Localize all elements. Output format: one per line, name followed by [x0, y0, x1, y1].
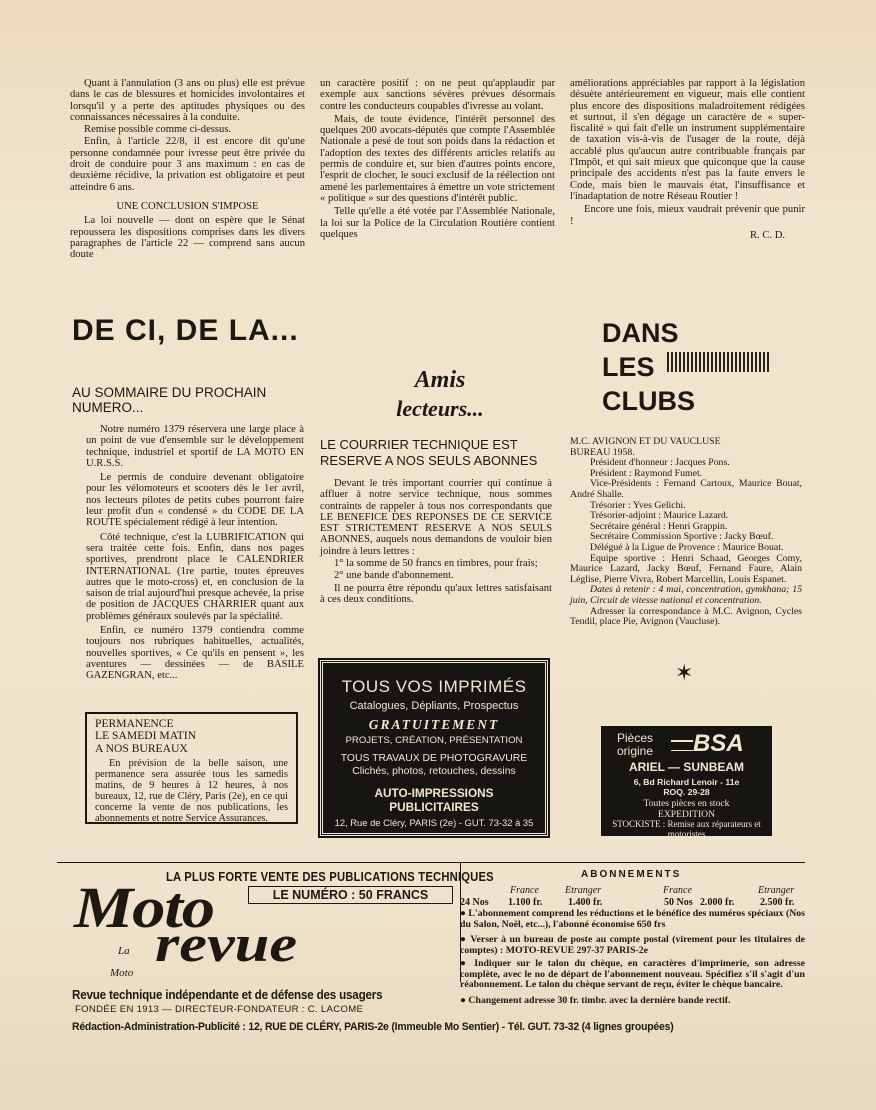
abonnements-notes [460, 909, 805, 1006]
article-column-1 [70, 78, 305, 260]
abo-col-header: France [663, 885, 692, 896]
clubs-title-word: LES [602, 352, 655, 382]
masthead-tagline: LA PLUS FORTE VENTE DES PUBLICATIONS TECHNIQUES [166, 870, 494, 884]
club-line: Trésorier : Yves Gelichi. [590, 499, 686, 511]
masthead-founded: FONDÉE EN 1913 — DIRECTEUR-FONDATEUR : C. LACOME [75, 1004, 364, 1015]
abo-note: ● L'abonnement comprend les réductions et le bénéfice des numéros spéciaux (Nos du Salon, Noël, etc...), l'abonné économise 650 frs [460, 908, 805, 930]
ad-imprimes [320, 660, 548, 836]
ad-bsa [601, 726, 772, 839]
abo-value: 1.100 fr. [508, 897, 543, 908]
article-paragraph: améliorations appréciables par rapport à la législation désuète antérieurement en vigueur, mais elle contient plus encore des dispositions maladroitement rédigées et surtout, il s'en dégage un caractère de « super-fiscalité » qui fait d'elle un instrument supplémentaire de taxation vis-à-vis de l'usager de la route, déjà accablé plus qu'aucun autre contribuable français par l'Impôt, et qui sait mieux que quiconque que la cause principale des accidents n'est pas la faute envers le Code, mais bien le mauvais état, l'insuffisance et l'inadaptation de notre Réseau Routier ! [570, 78, 805, 202]
logo-revue: revue [155, 916, 298, 973]
amis-heading: LE COURRIER TECHNIQUE EST RESERVE A NOS SEULS ABONNES [320, 437, 538, 468]
article-column-3 [570, 78, 805, 241]
ad-imprimes-line: PROJETS, CRÉATION, PRÉSENTATION [345, 735, 523, 746]
article-signature: R. C. D. [749, 229, 785, 241]
masthead-footer: Rédaction-Administration-Publicité : 12, RUE DE CLÉRY, PARIS-2e (Immeuble Mo Sentier) - Tél. GUT. 73-32 (4 lignes groupées) [72, 1021, 674, 1033]
clubs-title-hatch-decoration [667, 352, 771, 372]
ad-imprimes-line: TOUS TRAVAUX DE PHOTOGRAVURE [340, 753, 528, 764]
abonnements-title: ABONNEMENTS [581, 869, 682, 880]
logo-moto: Moto [74, 875, 214, 940]
amis-title-line: Amis [414, 367, 466, 393]
ad-imprimes-line: 12, Rue de Cléry, PARIS (2e) - GUT. 73-32 à 35 [334, 817, 534, 828]
ad-imprimes-line: GRATUITEMENT [368, 717, 500, 732]
club-line: Délégué à la Ligue de Provence : Maurice Bouat. [590, 541, 784, 553]
abo-value: 1.400 fr. [568, 897, 603, 908]
abo-value: 2.000 fr. [700, 897, 735, 908]
club-line: Président : Raymond Fumet. [590, 467, 703, 479]
sommaire-paragraph: Le permis de conduire devenant obligatoire pour les vélomoteurs et scooters dès le 1er avril, nos lecteurs pilotes de petits cubes pourront faire leur profit d'un « condensé » du CODE DE LA ROUTE spécialement rédigé à leur intention. [86, 472, 304, 529]
club-line: Equipe sportive : Henri Schaad, Georges Comy, Maurice Lazard, Jacky Bœuf, Fernand Faure, Alain Léglise, Pierre Vivra, Robert Marcellin, Louis Espanet. [570, 552, 802, 585]
abo-value: 24 Nos [460, 897, 489, 908]
abo-value: 2.500 fr. [760, 897, 795, 908]
section-title-deci: DE CI, DE LA... [72, 314, 299, 347]
club-dates: Dates à retenir : 4 mai, concentration, gymkhana; 15 juin, Circuit de vitesse national et concentration. [570, 584, 802, 606]
star-ornament-icon: ✶ [675, 660, 694, 685]
article-paragraph: La loi nouvelle — dont on espère que le Sénat repoussera les dispositions comprises dans les divers paragraphes de l'article 22 — comprend sans aucun doute [70, 215, 305, 261]
ad-bsa-phone: ROQ. 29-28 [663, 787, 710, 797]
ad-imprimes-line: AUTO-IMPRESSIONS PUBLICITAIRES [374, 786, 494, 814]
article-paragraph: un caractère positif : on ne peut qu'applaudir par exemple aux sanctions sévères prévues désormais contre les conducteurs coupables d'ivresse au volant. [320, 78, 555, 112]
sommaire-paragraph: Notre numéro 1379 réservera une large place à un point de vue d'ensemble sur le développement technique, industriel et sportif de LA MOTO EN U.R.S.S. [86, 424, 304, 469]
ad-bsa-expedition: EXPEDITION [657, 809, 716, 820]
article-subheading: UNE CONCLUSION S'IMPOSE [116, 200, 259, 212]
amis-paragraph: Devant le très important courrier qui continue à affluer à notre service technique, nous sommes contraints de rappeler à tous nos correspondants que LE BENEFICE DES REPONSES DE CE SERVICE EST STRICTEMENT RESERVE A NOS SEULS ABONNES, auquels nous demandons de vouloir bien joindre à leurs lettres : [320, 478, 552, 557]
club-bureau: BUREAU 1958. [570, 446, 635, 458]
article-paragraph: Enfin, à l'article 22/8, il est encore dit qu'une personne condamnée pour ivresse peut être privée du droit de conduire pour 3 ans maximum : en cas de deuxième récidive, la privation est obligatoire et peut atteindre 6 ans. [70, 136, 305, 193]
clubs-title-word: DANS [602, 318, 679, 348]
abo-col-header: Etranger [565, 885, 602, 896]
article-paragraph: Remise possible comme ci-dessus. [84, 124, 232, 136]
clubs-title-word: CLUBS [602, 386, 695, 416]
ad-imprimes-line: Clichés, photos, retouches, dessins [352, 766, 516, 777]
ad-bsa-pieces: Pièces [617, 731, 654, 745]
club-contact: Adresser la correspondance à M.C. Avignon, Cycles Tendil, place Pie, Avignon (Vaucluse). [570, 605, 802, 628]
club-line: Président d'honneur : Jacques Pons. [590, 457, 730, 469]
article-paragraph: Quant à l'annulation (3 ans ou plus) elle est prévue dans le cas de blessures et homicides involontaires et lorsqu'il y a perte des aptitudes physiques ou des connaissances nécessaires à la conduite. [70, 78, 305, 123]
abo-note: ● Verser à un bureau de poste au compte postal (virement pour les titulaires de comptes) : MOTO-REVUE 297-37 PARIS-2e [460, 934, 805, 956]
sommaire-column [72, 385, 310, 682]
section-divider [57, 862, 805, 863]
logo-moto-small: Moto [110, 967, 134, 979]
sommaire-heading: AU SOMMAIRE DU PROCHAIN NUMERO... [72, 385, 267, 415]
ad-bsa-brands: ARIEL — SUNBEAM [628, 760, 745, 774]
amis-column [320, 437, 552, 605]
club-line: Trésorier-adjoint : Maurice Lazard. [590, 510, 729, 522]
club-name: M.C. AVIGNON ET DU VAUCLUSE [570, 436, 721, 447]
permanence-box [85, 712, 298, 824]
amis-item: 2° une bande d'abonnement. [334, 570, 454, 582]
abo-value: 50 Nos [664, 897, 693, 908]
bsa-wings-icon [671, 740, 693, 751]
ad-bsa-stock: Toutes pièces en stock [643, 798, 730, 809]
ad-imprimes-line: Catalogues, Dépliants, Prospectus [349, 700, 519, 712]
club-line: Vice-Présidents : Fernand Cartoux, Maurice Bouat, André Shalle. [570, 478, 802, 500]
ad-bsa-origine: origine [617, 744, 654, 758]
ad-bsa-stockiste: STOCKISTE : Remise aux réparateurs et motoristes [612, 819, 761, 839]
bsa-logo: BSA [693, 730, 744, 757]
amis-paragraph: Il ne pourra être répondu qu'aux lettres satisfaisant à ces deux conditions. [320, 582, 552, 605]
masthead-price: LE NUMÉRO : 50 FRANCS [248, 886, 453, 904]
abo-col-header: Etranger [758, 885, 795, 896]
article-paragraph: Encore une fois, mieux vaudrait prévenir que punir ! [570, 204, 805, 227]
article-column-2 [320, 78, 555, 240]
permanence-text: En prévision de la belle saison, une permanence sera assurée tous les samedis matins, de 9 heures à 12 heures, à nos bureaux, 12, rue de Cléry, Paris (2e), en ce qui concerne la vente de nos publications, les abonnements et notre Service Assurances. [95, 758, 288, 825]
article-paragraph: Telle qu'elle a été votée par l'Assemblée Nationale, la loi sur la Police de la Circulation Routière contient quelques [320, 206, 555, 240]
abo-col-header: France [510, 885, 539, 896]
ad-imprimes-line: TOUS VOS IMPRIMÉS [341, 677, 527, 696]
amis-lecteurs-title [340, 367, 540, 421]
masthead-subtitle: Revue technique indépendante et de défense des usagers [72, 988, 383, 1002]
article-paragraph: Mais, de toute évidence, l'intérêt personnel des quelques 200 avocats-députés que compte l'Assemblée Nationale a pesé de tout son poids dans la rédaction et l'adoption des textes des différents articles relatifs au permis de conduire et, sur bien d'autres points encore, l'esprit de clocher, le souci exclusif de la réélection ont amené les parlementaires à émettre un vote strictement « politique » sur des questions d'intérêt public. [320, 113, 555, 204]
sommaire-paragraph: Enfin, ce numéro 1379 contiendra comme toujours nos rubriques habituelles, actualités, nouvelles sportives, « Ce qu'ils en pensent », les aventures — dessinées — de BASILE GAZENGRAN, etc... [86, 625, 304, 682]
amis-title-line: lecteurs... [396, 396, 484, 421]
club-line: Secrétaire général : Henri Grappin. [590, 520, 728, 532]
logo-la: La [118, 945, 130, 957]
permanence-heading: PERMANENCE LE SAMEDI MATIN A NOS BUREAUX [95, 717, 197, 755]
clubs-column [570, 437, 802, 628]
abo-note: ● Changement adresse 30 fr. timbr. avec la dernière bande rectif. [460, 994, 731, 1006]
abo-note: ● Indiquer sur le talon du chèque, en caractères d'imprimerie, son adresse complète, avec le no de départ de l'abonnement nouveau. Spécifiez s'il s'agit d'un réabonnement. Le talon du chèque servant de reçu, éviter le chèque bancaire. [460, 958, 805, 990]
sommaire-paragraph: Côté technique, c'est la LUBRIFICATION qui sera traitée cette fois. Enfin, dans nos pages sportives, prendront place le CALENDRIER INTERNATIONAL (1re partie, toutes épreuves autres que le moto-cross) et, en conclusion de la saison de trial aujourd'hui presque achevée, la prise de position de JACQUES CHARRIER quant aux problèmes généraux soulevés par la spécialité. [86, 531, 304, 622]
amis-item: 1° la somme de 50 francs en timbres, pour frais; [334, 558, 538, 570]
ad-bsa-address: 6, Bd Richard Lenoir - 11e [633, 777, 740, 787]
club-line: Secrétaire Commission Sportive : Jacky Bœuf. [590, 531, 774, 543]
